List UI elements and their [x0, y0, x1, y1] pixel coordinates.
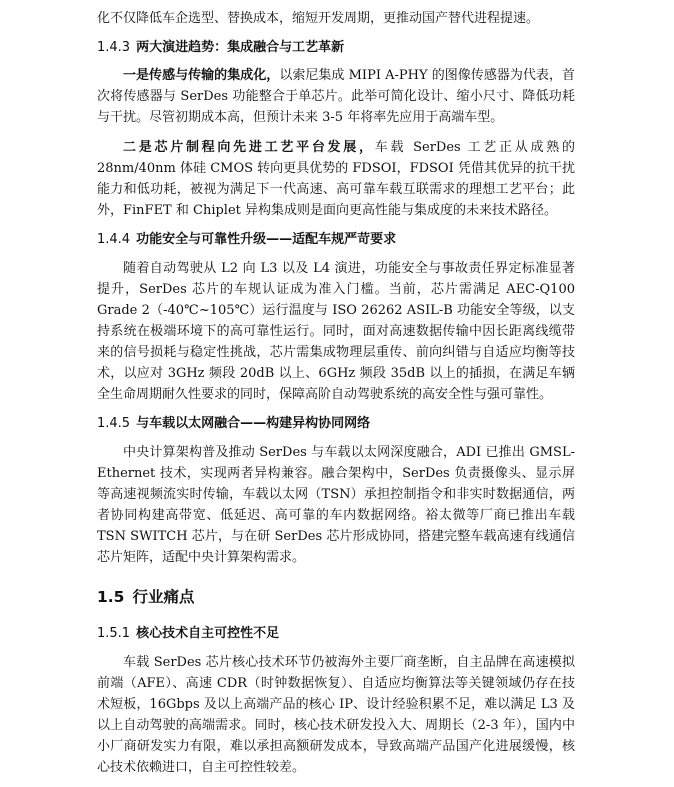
heading-1-4-4 [97, 230, 396, 250]
section-number: 1.5 [97, 588, 125, 606]
heading-1-4-5 [97, 414, 370, 434]
section-title: 核心技术自主可控性不足 [136, 626, 280, 641]
paragraph-integration [97, 65, 575, 128]
paragraph-process [97, 137, 575, 221]
section-title: 与车载以太网融合——构建异构协同网络 [136, 416, 371, 431]
heading-1-5 [97, 586, 194, 608]
top-paragraph: 化不仅降低车企选型、替换成本，缩短开发周期，更推动国产替代进程提速。 [97, 11, 540, 26]
paragraph-ethernet: 中央计算架构普及推动 SerDes 与车载以太网深度融合，ADI 已推出 GMSL-Ethernet 技术，实现两者异构兼容。融合架构中，SerDes 负责摄像头、显示屏等高速视频流实时传输，车载以太网（TSN）承担控制指令和非实时数据通信，两者协同构建高带宽、低延迟、高可靠的车内数据网络。裕太微等厂商已推出车载 TSN SWITCH 芯片，与在研 SerDes 芯片形成协同，搭建完整车载高速有线通信芯片矩阵，适配中央计算架构需求。 [97, 445, 575, 565]
section-number: 1.4.4 [97, 232, 131, 247]
heading-1-5-1 [97, 624, 279, 644]
body-text: 车载 SerDes 工艺正从成熟的 28nm/40nm 体硅 CMOS 转向更具优势的 FDSOI，FDSOI 凭借其优异的抗干扰能力和低功耗，被视为满足下一代高速、高可靠车载互联需求的理想工艺平台；此外，FinFET 和 Chiplet 异构集成则是面向更高性能与集成度的未来技术路径。 [97, 140, 575, 218]
body-text: 以索尼集成 MIPI A-PHY 的图像传感器为代表，首次将传感器与 SerDes 功能整合于单芯片。此举可简化设计、缩小尺寸、降低功耗与干扰。尽管初期成本高，但预计未来 3-5 年将率先应用于高端车型。 [97, 68, 575, 125]
section-number: 1.5.1 [97, 626, 131, 641]
paragraph-pain-point: 车载 SerDes 芯片核心技术环节仍被海外主要厂商垄断，自主品牌在高速模拟前端（AFE）、高速 CDR（时钟数据恢复）、自适应均衡算法等关键领域仍存在技术短板，16Gbps 及以上高端产品的核心 IP、设计经验积累不足，难以满足 L3 及以上自动驾驶的高端需求。同时，核心技术研发投入大、周期长（2-3 年），国内中小厂商研发实力有限，难以承担高额研发成本，导致高端产品国产化进展缓慢，核心技术依赖进口，自主可控性较差。 [97, 655, 575, 775]
section-number: 1.4.5 [97, 416, 131, 431]
section-number: 1.4.3 [97, 40, 131, 55]
paragraph-safety: 随着自动驾驶从 L2 向 L3 以及 L4 演进，功能安全与事故责任界定标准显著提升，SerDes 芯片的车规认证成为准入门槛。当前，芯片需满足 AEC-Q100 Grade 2（-40℃~105℃）运行温度与 ISO 26262 ASIL-B 功能安全等级，以支持系统在极端环境下的高可靠性运行。同时，面对高速数据传输中因长距离线缆带来的信号损耗与稳定性挑战，芯片需集成物理层重传、前向纠错与自适应均衡等技术，以应对 3GHz 频段 20dB 以上、6GHz 频段 35dB 以上的插损，在满足车辆全生命周期耐久性要求的同时，保障高阶自动驾驶系统的高安全性与强可靠性。 [97, 261, 575, 402]
section-title: 行业痛点 [132, 588, 195, 606]
lead-text: 一是传感与传输的集成化， [123, 68, 280, 83]
lead-text: 二是芯片制程向先进工艺平台发展， [123, 140, 375, 155]
heading-1-4-3 [97, 38, 344, 58]
section-title: 两大演进趋势：集成融合与工艺革新 [136, 40, 345, 55]
section-title: 功能安全与可靠性升级——适配车规严苛要求 [136, 232, 397, 247]
